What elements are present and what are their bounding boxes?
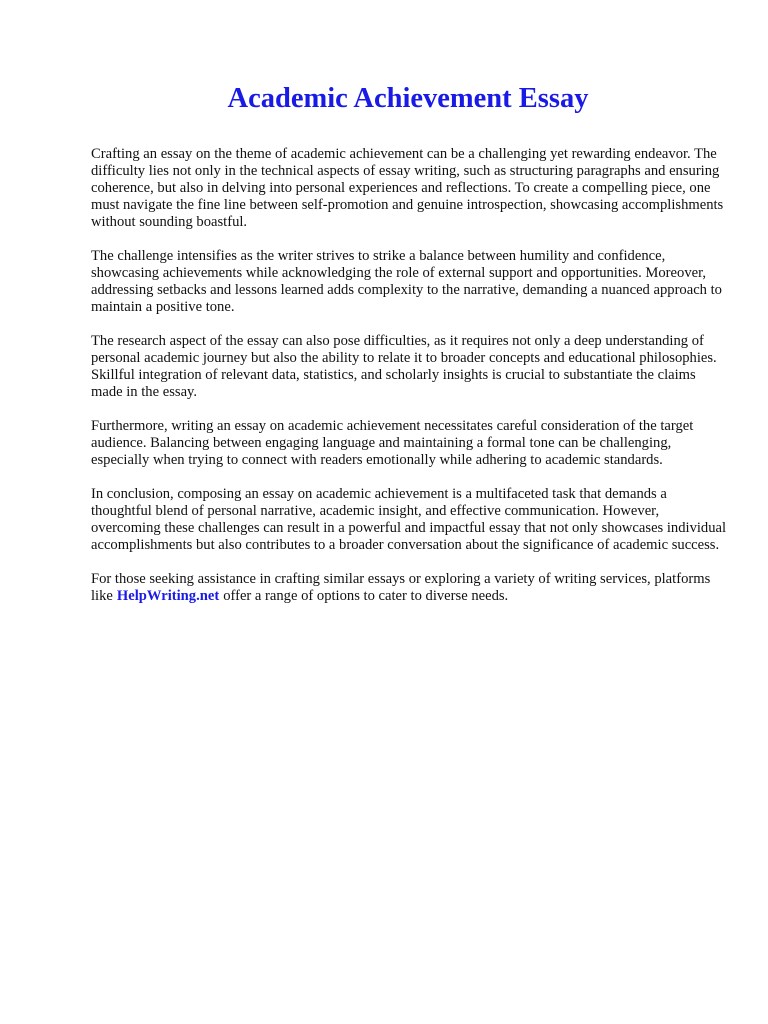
paragraph-5: In conclusion, composing an essay on academic achievement is a multifaceted task that demands a thoughtful blend of personal narrative, academic insight, and effective communication. However, overcoming these challenges can result in a powerful and impactful essay that not only showcases individual accomplishments but also contributes to a broader conversation about the significance of academic success. xyxy=(91,485,727,554)
document-title: Academic Achievement Essay xyxy=(227,83,589,114)
paragraph-1: Crafting an essay on the theme of academic achievement can be a challenging yet rewarding endeavor. The difficulty lies not only in the technical aspects of essay writing, such as structuring paragraphs and ensuring coherence, but also in delving into personal experiences and reflections. To create a compelling piece, one must navigate the fine line between self-promotion and genuine introspection, showcasing accomplishments without sounding boastful. xyxy=(91,146,724,231)
paragraph-6-text-after: offer a range of options to cater to diverse needs. xyxy=(223,587,509,604)
paragraph-6-text-before: For those seeking assistance in crafting similar essays or exploring a variety of writing services, platforms like xyxy=(91,570,711,604)
paragraph-2: The challenge intensifies as the writer strives to strike a balance between humility and confidence, showcasing achievements while acknowledging the role of external support and opportunities. Moreover, addressing setbacks and lessons learned adds complexity to the narrative, demanding a nuanced approach to maintain a positive tone. xyxy=(91,248,722,316)
paragraph-6 xyxy=(91,571,727,605)
paragraph-4: Furthermore, writing an essay on academic achievement necessitates careful consideration of the target audience. Balancing between engaging language and maintaining a formal tone can be challenging, especially when trying to connect with readers emotionally while adhering to academic standards. xyxy=(91,418,694,469)
document-body xyxy=(91,146,727,622)
helpwriting-link[interactable]: HelpWriting.net xyxy=(116,587,220,604)
paragraph-3: The research aspect of the essay can also pose difficulties, as it requires not only a deep understanding of personal academic journey but also the ability to relate it to broader concepts and educational philosophies. Skillful integration of relevant data, statistics, and scholarly insights is crucial to substantiate the claims made in the essay. xyxy=(91,333,717,401)
